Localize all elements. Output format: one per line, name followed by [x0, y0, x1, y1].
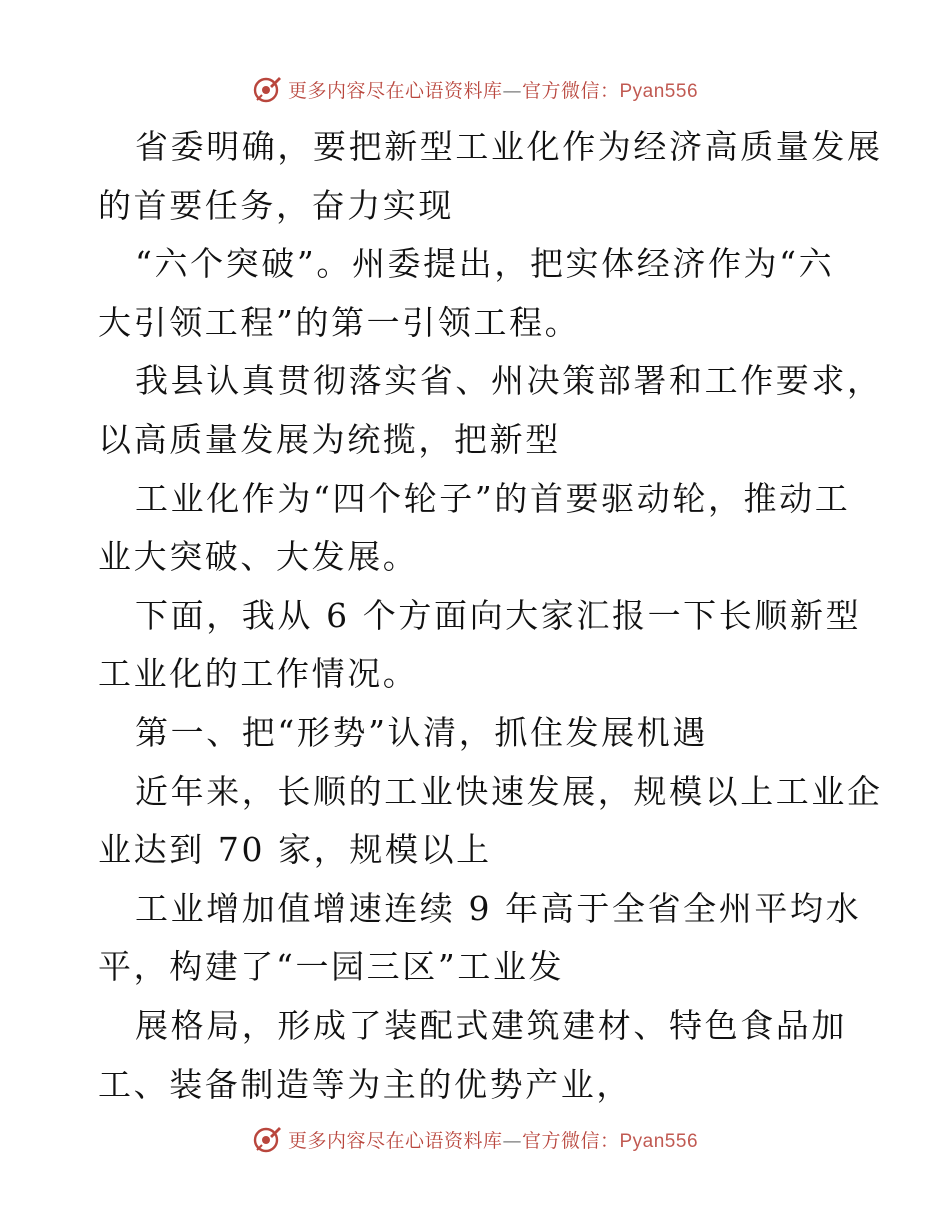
text-line: 业达到 70 家，规模以上 [98, 830, 492, 870]
text-line: 工业化作为“四个轮子”的首要驱动轮，推动工 [135, 478, 851, 518]
text-line: 以高质量发展为统揽，把新型 [98, 419, 561, 459]
text-line: 近年来，长顺的工业快速发展，规模以上工业企 [135, 771, 883, 811]
body-text [98, 118, 883, 1114]
banner-main-text: 更多内容尽在心语资料库 [287, 1129, 503, 1152]
text-line: 的首要任务，奋力实现 [98, 185, 454, 225]
text-line: 大引领工程”的第一引领工程。 [98, 302, 581, 342]
section-heading: 第一、把“形势”认清，抓住发展机遇 [135, 712, 708, 752]
banner-label: 官方微信： [521, 1129, 620, 1152]
text-line: “六个突破”。州委提出，把实体经济作为“六 [135, 244, 835, 284]
banner-separator: — [502, 1129, 522, 1152]
text-line: 展格局，形成了装配式建筑建材、特色食品加 [135, 1005, 847, 1045]
banner-wechat-id: Pyan556 [619, 80, 699, 102]
banner-main-text: 更多内容尽在心语资料库 [287, 79, 503, 102]
text-line: 下面，我从 6 个方面向大家汇报一下长顺新型 [135, 595, 862, 635]
text-line: 业大突破、大发展。 [98, 537, 419, 577]
text-line: 工业化的工作情况。 [98, 654, 419, 694]
pen-logo-icon [252, 74, 282, 104]
text-line: 工、装备制造等为主的优势产业， [98, 1064, 632, 1104]
text-line: 我县认真贯彻落实省、州决策部署和工作要求， [135, 361, 883, 401]
banner-label: 官方微信： [521, 79, 620, 102]
text-line: 平，构建了“一园三区”工业发 [98, 947, 565, 987]
banner-separator: — [502, 79, 522, 102]
footer-banner [0, 1122, 950, 1156]
pen-logo-icon [252, 1124, 282, 1154]
text-line: 省委明确，要把新型工业化作为经济高质量发展 [135, 127, 883, 166]
text-line: 工业增加值增速连续 9 年高于全省全州平均水 [135, 888, 862, 928]
banner-wechat-id: Pyan556 [619, 1130, 699, 1152]
header-banner [0, 72, 950, 106]
